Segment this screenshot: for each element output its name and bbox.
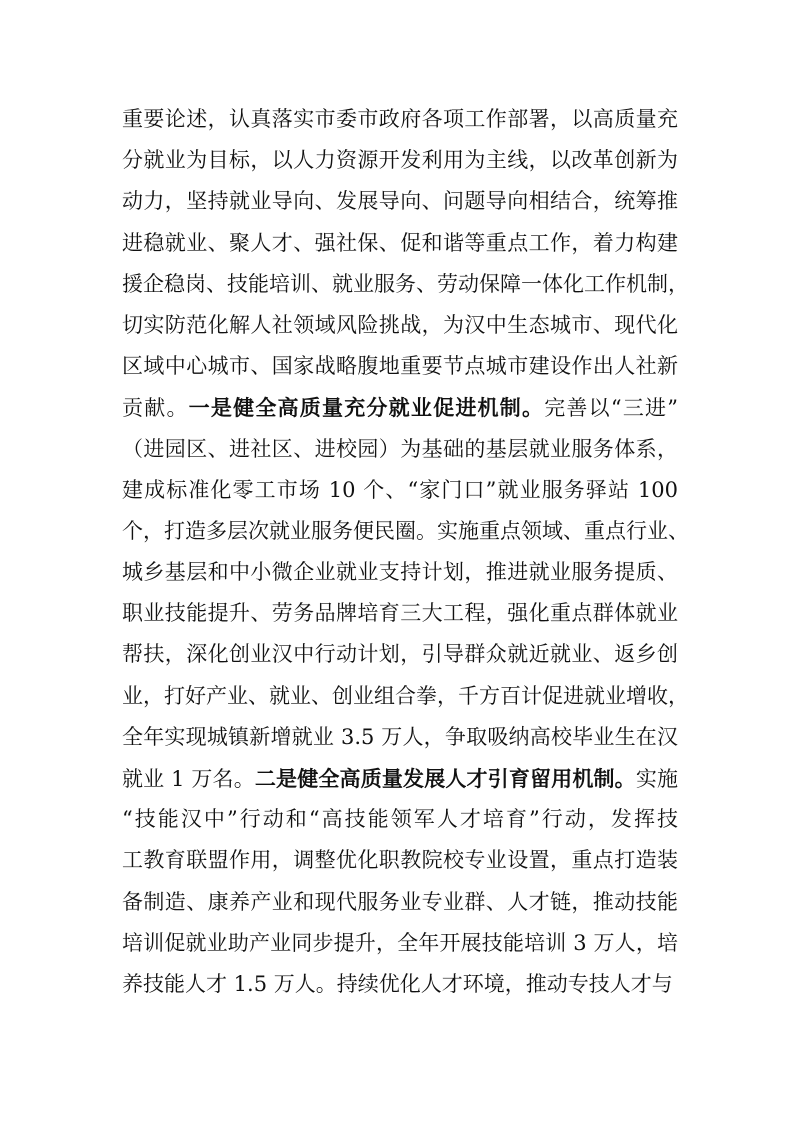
text-run: 切实防范化解人社领域风险挑战，为汉中生态城市、现代化 <box>122 312 678 337</box>
text-run: 分就业为目标，以人力资源开发利用为主线，以改革创新为 <box>122 148 678 173</box>
text-line <box>122 593 678 634</box>
text-run: 工教育联盟作用，调整优化职教院校专业设置，重点打造装 <box>122 848 678 873</box>
text-run: 职业技能提升、劳务品牌培育三大工程，强化重点群体就业 <box>122 601 678 626</box>
text-run: 完善以“三进” <box>544 396 678 421</box>
text-line <box>122 799 678 840</box>
text-line <box>122 634 678 675</box>
text-run: 全年实现城镇新增就业 3.5 万人，争取吸纳高校毕业生在汉 <box>122 724 678 749</box>
text-run: 城乡基层和中小微企业就业支持计划，推进就业服务提质、 <box>122 560 678 585</box>
text-run: 备制造、康养产业和现代服务业专业群、人才链，推动技能 <box>122 889 678 914</box>
text-run: 个，打造多层次就业服务便民圈。实施重点领域、重点行业、 <box>122 518 689 543</box>
text-run: “技能汉中”行动和“高技能领军人才培育”行动，发挥技 <box>122 807 678 832</box>
bold-heading-text: 二是健全高质量发展人才引育留用机制。 <box>254 766 636 791</box>
text-run: 进稳就业、聚人才、强社保、促和谐等重点工作，着力构建 <box>122 230 678 255</box>
text-run: 动力，坚持就业导向、发展导向、问题导向相结合，统筹推 <box>122 189 678 214</box>
text-line <box>122 676 689 717</box>
text-run: 重要论述，认真落实市委市政府各项工作部署，以高质量充 <box>122 107 678 131</box>
text-line <box>122 470 678 511</box>
text-line <box>122 429 678 470</box>
text-run: 业，打好产业、就业、创业组合拳，千方百计促进就业增收， <box>122 683 689 708</box>
text-line <box>122 882 678 923</box>
text-line <box>122 758 678 799</box>
body-text <box>122 99 689 1005</box>
text-line <box>122 964 678 1005</box>
text-line <box>122 140 678 181</box>
text-line <box>122 181 678 222</box>
text-line <box>122 717 678 758</box>
text-line <box>122 99 678 140</box>
text-run: 培训促就业助产业同步提升，全年开展技能培训 3 万人，培 <box>122 930 678 955</box>
text-line <box>122 346 678 387</box>
text-run: （进园区、进社区、进校园）为基础的基层就业服务体系， <box>122 436 678 461</box>
text-line <box>122 305 678 346</box>
text-run: 帮扶，深化创业汉中行动计划，引导群众就近就业、返乡创 <box>122 642 678 667</box>
text-line <box>122 264 689 305</box>
text-line <box>122 923 678 964</box>
text-run: 区域中心城市、国家战略腹地重要节点城市建设作出人社新 <box>122 354 678 379</box>
text-line <box>122 552 678 593</box>
text-line <box>122 223 678 264</box>
text-run: 就业 1 万名。 <box>122 767 255 791</box>
text-run: 实施 <box>635 767 679 791</box>
text-run: 援企稳岗、技能培训、就业服务、劳动保障一体化工作机制， <box>122 271 689 296</box>
text-line <box>122 387 678 428</box>
text-run: 贡献。 <box>122 396 189 421</box>
text-run: 养技能人才 1.5 万人。持续优化人才环境，推动专技人才与 <box>122 971 673 996</box>
text-run: 建成标准化零工市场 10 个、“家门口”就业服务驿站 100 <box>122 477 678 502</box>
bold-heading-text: 一是健全高质量充分就业促进机制。 <box>188 395 545 421</box>
text-line <box>122 840 678 881</box>
text-line <box>122 511 689 552</box>
